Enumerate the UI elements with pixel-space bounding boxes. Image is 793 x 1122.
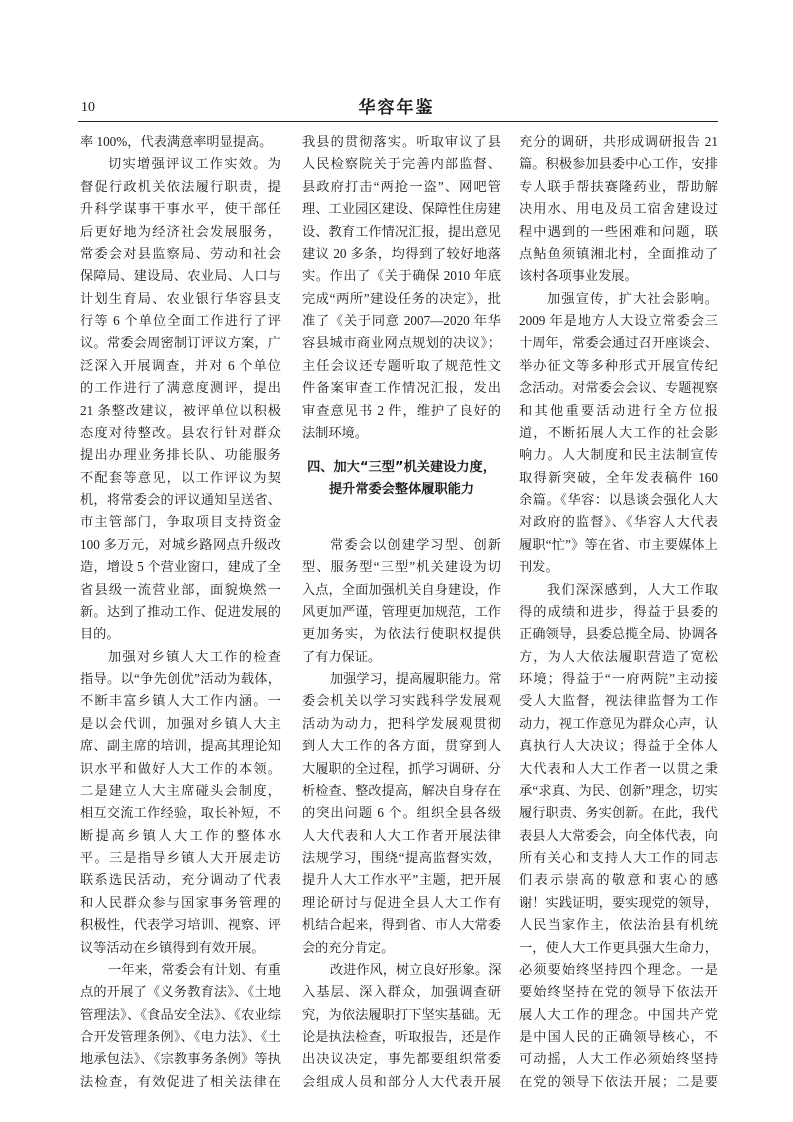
text-line: 建议 20 多条，均得到了较好地落 <box>302 245 501 261</box>
running-title: 华容年鉴 <box>358 98 435 118</box>
text-line: 充分的调研，共形成调研报告 21 <box>519 134 718 149</box>
text-line: 入点，全面加强机关自身建设，作 <box>302 581 501 597</box>
text-line: 一，使人大工作更具强大生命力， <box>519 939 718 955</box>
paragraph <box>519 288 718 579</box>
text-line: 承“求真、为民、创新”理念，切实 <box>519 782 718 798</box>
text-line: 点鲇鱼须镇湘北村，全面推动了 <box>519 245 718 261</box>
text-line: 计划生育局、农业银行华容县支 <box>80 290 281 306</box>
text-line: 篇。积极参加县委中心工作，安排 <box>519 156 718 172</box>
text-line: 人大代表和人大工作者开展法律 <box>302 827 501 843</box>
text-line: 市主管部门，争取项目支持资金 <box>80 514 281 530</box>
text-line: 件备案审查工作情况汇报，发出 <box>302 380 501 396</box>
paragraph <box>80 646 281 959</box>
text-line: 断提高乡镇人大工作的整体水 <box>80 827 281 843</box>
text-line: 实。作出了《关于确保 2010 年底 <box>302 268 501 284</box>
text-line: 可动摇，人大工作必须始终坚持 <box>519 1051 718 1067</box>
text-line: 大履职的全过程，抓学习调研、分 <box>302 760 501 776</box>
text-line: 履职“忙”》等在省、市主要媒体上 <box>519 536 718 552</box>
text-line: 二是建立人大主席碰头会制度， <box>80 782 281 798</box>
text-line: 道，不断拓展人大工作的社会影 <box>519 424 718 440</box>
text-line: 造，增设 5 个营业窗口，建成了全 <box>80 559 281 575</box>
text-column-right <box>519 131 718 1093</box>
text-line: 识水平和做好人大工作的本领。 <box>80 760 281 776</box>
text-line: 在党的领导下依法开展；二是要 <box>519 1073 718 1089</box>
text-line: 县政府打击“两抢一盗”、网吧管 <box>302 178 501 194</box>
text-line: 泛深入开展调查，并对 6 个单位 <box>80 357 281 373</box>
text-line: 会的充分肯定。 <box>302 939 395 955</box>
text-line: 机结合起来，得到省、市人大常委 <box>302 917 501 933</box>
paragraph <box>519 131 718 288</box>
text-line: 对政府的监督》、《华容人大代表 <box>519 514 718 530</box>
text-line: 升科学谋事干事水平，使干部任 <box>80 201 281 217</box>
text-line: 率 100%，代表满意率明显提高。 <box>80 134 273 149</box>
paragraph <box>80 153 281 645</box>
text-line: 21 条整改建议，被评单位以积极 <box>80 402 281 418</box>
text-line: 后更好地为经济社会发展服务， <box>80 223 281 239</box>
text-line: 人民当家作主，依法治县有机统 <box>519 917 718 933</box>
text-line: 提升人大工作水平”主题，把开展 <box>302 872 501 888</box>
text-line: 响力。人大制度和民主法制宣传 <box>519 447 718 463</box>
text-line: 督促行政机关依法履行职责，提 <box>80 178 281 194</box>
heading-line: 四、加大“三型”机关建设力度， <box>307 459 496 475</box>
text-line: 的突出问题 6 个。组织全县各级 <box>302 805 501 821</box>
text-line: 保障局、建设局、农业局、人口与 <box>80 268 281 284</box>
text-line: 平。三是指导乡镇人大开展走访 <box>80 850 281 865</box>
text-line: 正确领导，县委总揽全局、协调各 <box>519 626 718 642</box>
text-line: 履行职责、务实创新。在此，我代 <box>519 805 718 821</box>
text-line: 入基层、深入群众，加强调查研 <box>302 984 501 1000</box>
text-line: 会组成人员和部分人大代表开展 <box>302 1073 501 1089</box>
heading-line: 提升常委会整体履职能力 <box>328 482 475 498</box>
text-line: 议等活动在乡镇得到有效开展。 <box>80 939 265 955</box>
text-line: 受人大监督，视法律监督为工作 <box>519 693 718 709</box>
text-line: 型、服务型“三型”机关建设为切 <box>302 559 501 575</box>
text-line: 点的开展了《义务教育法》、《土地 <box>80 984 281 1000</box>
text-line: 加强对乡镇人大工作的检查 <box>108 648 281 664</box>
header-rule <box>78 121 718 122</box>
paragraph <box>80 959 281 1093</box>
text-line: 加强学习，提高履职能力。常 <box>330 671 502 687</box>
text-line: 程中遇到的一些困难和问题，联 <box>519 223 718 239</box>
text-line: 目的。 <box>80 626 120 642</box>
text-line: 联系选民活动，充分调动了代表 <box>80 872 281 888</box>
text-line: 准了《关于同意 2007—2020 年华 <box>302 313 501 328</box>
text-line: 不断丰富乡镇人大工作内涵。一 <box>80 693 281 709</box>
section-heading <box>302 444 501 534</box>
text-line: 席、副主席的培训，提高其理论知 <box>80 738 281 754</box>
text-line: 大代表和人大工作者一以贯之秉 <box>519 760 718 776</box>
text-line: 改进作风，树立良好形象。深 <box>330 961 502 977</box>
text-line: 风更加严谨，管理更加规范，工作 <box>302 603 501 619</box>
paragraph <box>519 579 718 1094</box>
text-line: 理、工业园区建设、保障性住房建 <box>302 201 501 217</box>
text-line: 容县城市商业网点规划的决议》； <box>302 335 501 351</box>
text-line: 得的成绩和进步，得益于县委的 <box>519 603 718 619</box>
text-line: 相互交流工作经验，取长补短，不 <box>80 805 281 821</box>
text-line: 法规学习，围绕“提高监督实效， <box>302 850 501 866</box>
text-line: 切实增强评议工作实效。为 <box>108 156 281 172</box>
text-line: 议。常委会周密制订评议方案，广 <box>80 335 281 351</box>
text-line: 要始终坚持在党的领导下依法开 <box>519 984 718 1000</box>
text-line: 新。达到了推动工作、促进发展的 <box>80 603 281 619</box>
text-line: 的工作进行了满意度测评，提出 <box>80 380 281 396</box>
text-line: 刊发。 <box>519 559 559 575</box>
text-line: 机，将常委会的评议通知呈送省、 <box>80 492 281 507</box>
text-line: 常委会对县监察局、劳动和社会 <box>80 245 281 261</box>
text-line: 是中国人民的正确领导核心，不 <box>519 1029 718 1044</box>
text-line: 态度对待整改。县农行针对群众 <box>80 424 281 440</box>
text-line: 人民检察院关于完善内部监督、 <box>302 156 501 172</box>
text-line: 展人大工作的理念。中国共产党 <box>519 1006 718 1022</box>
text-line: 该村各项事业发展。 <box>519 268 638 284</box>
paragraph <box>80 131 281 153</box>
text-line: 十周年，常委会通过召开座谈会、 <box>519 335 718 351</box>
text-line: 不配套等意见，以工作评议为契 <box>80 469 281 485</box>
text-line: 主任会议还专题听取了规范性文 <box>302 357 501 373</box>
text-line: 和人民群众参与国家事务管理的 <box>80 894 281 910</box>
text-line: 委会机关以学习实践科学发展观 <box>302 693 501 709</box>
text-line: 和其他重要活动进行全方位报 <box>519 402 718 418</box>
text-line: 余篇。《华容：以恳谈会强化人大 <box>519 492 718 507</box>
text-line: 所有关心和支持人大工作的同志 <box>519 850 718 865</box>
text-line: 论是执法检查，听取报告，还是作 <box>302 1029 501 1045</box>
text-line: 一年来，常委会有计划、有重 <box>108 961 281 977</box>
paragraph <box>302 131 501 444</box>
text-line: 析检查、整改提高，解决自身存在 <box>302 782 501 798</box>
text-line: 决用水、用电及员工宿舍建设过 <box>519 201 718 217</box>
text-line: 方，为人大依法履职营造了宽松 <box>519 648 718 664</box>
text-line: 们表示崇高的敬意和衷心的感 <box>519 872 718 888</box>
text-line: 指导。以“争先创优”活动为载体， <box>80 671 281 686</box>
page-number: 10 <box>81 100 95 115</box>
text-line: 谢！实践证明，要实现党的领导， <box>519 894 718 910</box>
text-column-left <box>80 131 281 1093</box>
text-line: 取得新突破，全年发表稿件 160 <box>519 469 718 485</box>
text-line: 举办征文等多种形式开展宣传纪 <box>519 357 718 373</box>
text-line: 理论研讨与促进全县人大工作有 <box>302 894 501 910</box>
text-line: 我县的贯彻落实。听取审议了县 <box>302 134 501 149</box>
text-line: 到人大工作的各方面，贯穿到人 <box>302 738 501 754</box>
text-line: 法检查，有效促进了相关法律在 <box>80 1073 281 1089</box>
text-line: 积极性，代表学习培训、视察、评 <box>80 917 281 933</box>
text-line: 审查意见书 2 件，维护了良好的 <box>302 402 501 418</box>
text-line: 提出办理业务排长队、功能服务 <box>80 447 281 463</box>
text-line: 100 多万元，对城乡路网点升级改 <box>80 536 281 552</box>
text-line: 设、教育工作情况汇报，提出意见 <box>302 223 501 239</box>
text-line: 环境；得益于“一府两院”主动接 <box>519 671 718 686</box>
text-line: 真执行人大决议；得益于全体人 <box>519 738 718 754</box>
text-line: 出决议决定，事先都要组织常委 <box>302 1051 501 1067</box>
text-line: 2009 年是地方人大设立常委会三 <box>519 313 718 328</box>
paragraph <box>302 534 501 668</box>
text-line: 行等 6 个单位全面工作进行了评 <box>80 313 281 328</box>
text-line: 是以会代训，加强对乡镇人大主 <box>80 715 281 731</box>
text-line: 常委会以创建学习型、创新 <box>330 536 501 552</box>
text-line: 加强宣传，扩大社会影响。 <box>547 290 718 306</box>
text-line: 必须要始终坚持四个理念。一是 <box>519 961 718 977</box>
text-line: 更加务实，为依法行使职权提供 <box>302 626 501 642</box>
text-line: 专人联手帮扶赛隆药业，帮助解 <box>519 178 718 194</box>
text-line: 了有力保证。 <box>302 648 382 664</box>
text-column-middle <box>302 131 501 1093</box>
text-line: 省县级一流营业部，面貌焕然一 <box>80 581 281 597</box>
text-line: 表县人大常委会，向全体代表，向 <box>519 827 718 843</box>
paragraph <box>302 668 501 959</box>
text-line: 我们深深感到，人大工作取 <box>547 581 718 597</box>
text-line: 法制环境。 <box>302 424 368 440</box>
text-line: 地承包法》、《宗教事务条例》等执 <box>80 1051 281 1067</box>
text-line: 管理法》、《食品安全法》、《农业综 <box>80 1006 281 1022</box>
text-line: 活动为动力，把科学发展观贯彻 <box>302 715 501 731</box>
text-line: 完成“两所”建设任务的决定》，批 <box>302 290 501 306</box>
text-line: 动力，视工作意见为群众心声，认 <box>519 715 718 731</box>
paragraph <box>302 959 501 1093</box>
text-line: 合开发管理条例》、《电力法》、《土 <box>80 1029 281 1044</box>
text-line: 究，为依法履职打下坚实基础。无 <box>302 1006 501 1022</box>
text-line: 念活动。对常委会会议、专题视察 <box>519 380 718 396</box>
